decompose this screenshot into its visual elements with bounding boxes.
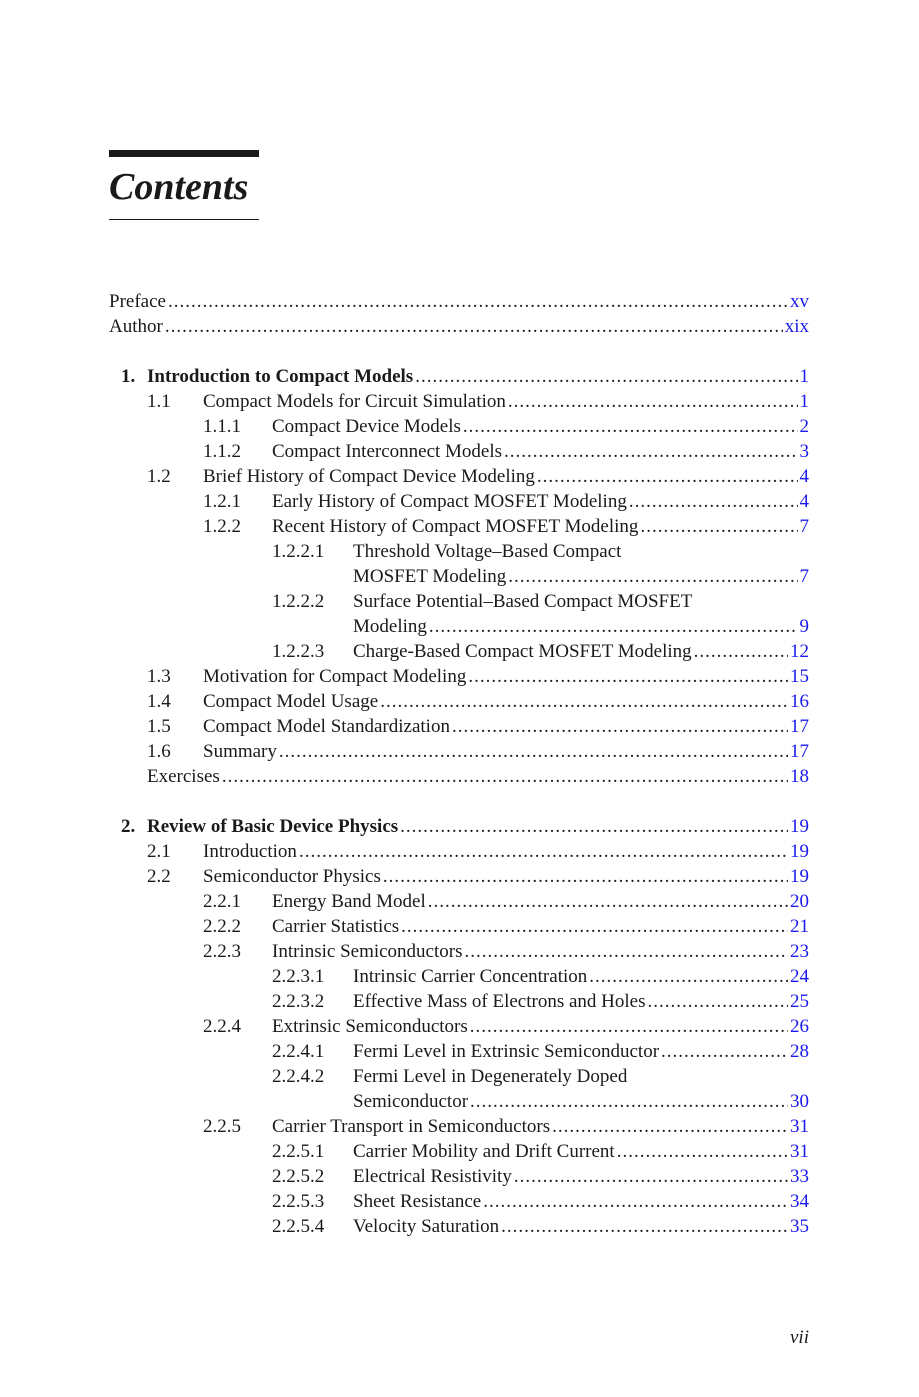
toc-entry-number: 2.2.5 [203, 1116, 241, 1137]
dot-leader [165, 314, 783, 339]
toc-entry[interactable] [109, 839, 809, 864]
toc-entry-number: 1.5 [147, 716, 171, 737]
dot-leader [383, 864, 788, 889]
toc-entry[interactable] [109, 539, 809, 564]
toc-entry[interactable] [109, 514, 809, 539]
toc-page-link[interactable]: 4 [799, 491, 809, 512]
dot-leader [168, 289, 788, 314]
toc-entry-title: Intrinsic Semiconductors [272, 941, 463, 962]
toc-page-link[interactable]: 15 [790, 666, 809, 687]
toc-entry-title: Effective Mass of Electrons and Holes [353, 991, 646, 1012]
toc-entry-number: 2. [121, 816, 136, 837]
toc-entry-number: 2.2.3 [203, 941, 241, 962]
toc-entry-title: Sheet Resistance [353, 1191, 482, 1212]
toc-entry[interactable] [109, 1214, 809, 1239]
toc-entry[interactable] [109, 764, 809, 789]
toc-page-link[interactable]: 34 [790, 1191, 809, 1212]
dot-leader [279, 739, 788, 764]
toc-page-link[interactable]: 30 [790, 1091, 809, 1112]
toc-entry-title: Carrier Statistics [272, 916, 400, 937]
toc-entry-title: Author [109, 316, 163, 337]
toc-entry[interactable] [109, 914, 809, 939]
toc-entry[interactable] [109, 1064, 809, 1089]
toc-entry-number: 2.2.5.4 [272, 1216, 325, 1237]
toc-entry-number: 1.6 [147, 741, 171, 762]
toc-entry-title: Introduction [203, 841, 297, 862]
toc-entry[interactable] [109, 989, 809, 1014]
toc-entry-title: Semiconductor [353, 1091, 469, 1112]
dot-leader [468, 664, 788, 689]
toc-entry-number: 1.4 [147, 691, 171, 712]
toc-page-link[interactable]: 16 [790, 691, 809, 712]
dot-leader [470, 1014, 788, 1039]
toc-entry-number: 1.2.1 [203, 491, 241, 512]
dot-leader [222, 764, 788, 789]
dot-leader [452, 714, 788, 739]
toc-entry-title: Intrinsic Carrier Concentration [353, 966, 588, 987]
toc-page-link[interactable]: 7 [799, 566, 809, 587]
toc-entry[interactable] [109, 964, 809, 989]
toc-entry[interactable] [109, 714, 809, 739]
toc-entry[interactable] [109, 889, 809, 914]
toc-page-link[interactable]: 3 [799, 441, 809, 462]
toc-entry-number: 2.2.3.2 [272, 991, 325, 1012]
toc-page-link[interactable]: 35 [790, 1216, 809, 1237]
toc-entry-number: 2.2.2 [203, 916, 241, 937]
toc-entry-number: 1.2.2.1 [272, 541, 325, 562]
toc-entry-title: Early History of Compact MOSFET Modeling [272, 491, 627, 512]
dot-leader [463, 414, 798, 439]
toc-entry[interactable] [109, 314, 809, 339]
toc-entry[interactable] [109, 489, 809, 514]
toc-page-link[interactable]: 12 [790, 641, 809, 662]
toc-page-link[interactable]: 25 [790, 991, 809, 1012]
toc-page-link[interactable]: 24 [790, 966, 809, 987]
dot-leader [401, 914, 788, 939]
toc-page-link[interactable]: 17 [790, 741, 809, 762]
toc-entry[interactable] [109, 664, 809, 689]
toc-entry-number: 1.2.2.3 [272, 641, 325, 662]
toc-page-link[interactable]: 7 [799, 516, 809, 537]
toc-page-link[interactable]: xv [790, 291, 809, 312]
toc-entry-title: Semiconductor Physics [203, 866, 381, 887]
toc-entry-title: Brief History of Compact Device Modeling [203, 466, 535, 487]
dot-leader [629, 489, 798, 514]
dot-leader [640, 514, 797, 539]
toc-page-link[interactable]: 19 [790, 841, 809, 862]
toc-page-link[interactable]: 1 [799, 366, 809, 387]
toc-entry-title: Surface Potential–Based Compact MOSFET [353, 591, 693, 612]
toc-entry[interactable] [109, 1164, 809, 1189]
dot-leader [380, 689, 788, 714]
toc-entry-title: Summary [203, 741, 277, 762]
toc-chapter-entry[interactable] [109, 364, 809, 389]
dot-leader [647, 989, 788, 1014]
toc-page-link[interactable]: 18 [790, 766, 809, 787]
page-folio: vii [790, 1327, 809, 1348]
toc-entry-title: Fermi Level in Extrinsic Semiconductor [353, 1041, 660, 1062]
toc-page-link[interactable]: 1 [799, 391, 809, 412]
toc-entry-title: Carrier Mobility and Drift Current [353, 1141, 615, 1162]
page-title: Contents [109, 166, 249, 208]
toc-entry[interactable] [109, 389, 809, 414]
dot-leader [617, 1139, 788, 1164]
toc-entry[interactable] [109, 439, 809, 464]
toc-entry-number: 2.2.5.3 [272, 1191, 325, 1212]
toc-entry-number: 2.1 [147, 841, 171, 862]
dot-leader [508, 564, 797, 589]
toc-page-link[interactable]: 4 [799, 466, 809, 487]
dot-leader [299, 839, 788, 864]
toc-page-link[interactable]: 9 [799, 616, 809, 637]
toc-entry-title: Fermi Level in Degenerately Doped [353, 1066, 628, 1087]
toc-entry[interactable] [109, 1039, 809, 1064]
toc-entry[interactable] [109, 1014, 809, 1039]
dot-leader [465, 939, 789, 964]
toc-page-link[interactable]: 17 [790, 716, 809, 737]
dot-leader [429, 614, 798, 639]
toc-entry-number: 2.2.4.2 [272, 1066, 325, 1087]
dot-leader [661, 1039, 788, 1064]
toc-entry-number: 2.2 [147, 866, 171, 887]
toc-page-link[interactable]: 23 [790, 941, 809, 962]
toc-entry[interactable] [109, 614, 809, 639]
toc-entry[interactable] [109, 689, 809, 714]
toc-entry-number: 2.2.4.1 [272, 1041, 325, 1062]
toc-page-link[interactable]: 28 [790, 1041, 809, 1062]
toc-entry[interactable] [109, 464, 809, 489]
toc-entry[interactable] [109, 1139, 809, 1164]
toc-entry-number: 1.1.1 [203, 416, 241, 437]
toc-entry-title: Velocity Saturation [353, 1216, 500, 1237]
toc-entry[interactable] [109, 414, 809, 439]
toc-page-link[interactable]: 2 [799, 416, 809, 437]
toc-page-link[interactable]: xix [784, 316, 809, 337]
toc-entry-title: Charge-Based Compact MOSFET Modeling [353, 641, 692, 662]
dot-leader [589, 964, 788, 989]
toc-entry-title: Energy Band Model [272, 891, 426, 912]
toc-entry-title: Carrier Transport in Semiconductors [272, 1116, 551, 1137]
dot-leader [504, 439, 797, 464]
dot-leader [537, 464, 798, 489]
toc-entry-number: 1. [121, 366, 136, 387]
toc-entry-number: 1.1.2 [203, 441, 241, 462]
toc-entry-title: Compact Device Models [272, 416, 461, 437]
toc-entry-title: MOSFET Modeling [353, 566, 507, 587]
toc-entry[interactable] [109, 289, 809, 314]
dot-leader [470, 1089, 788, 1114]
toc-entry-number: 2.2.5.1 [272, 1141, 325, 1162]
toc-entry[interactable] [109, 1189, 809, 1214]
toc-entry-title: Electrical Resistivity [353, 1166, 512, 1187]
toc-page-link[interactable]: 19 [790, 866, 809, 887]
toc-page-link[interactable]: 31 [790, 1116, 809, 1137]
dot-leader [400, 814, 788, 839]
toc-entry[interactable] [109, 564, 809, 589]
toc-entry[interactable] [109, 864, 809, 889]
toc-entry-number: 2.2.4 [203, 1016, 241, 1037]
toc-entry-title: Modeling [353, 616, 427, 637]
title-top-rule [109, 150, 259, 157]
toc-entry-number: 1.3 [147, 666, 171, 687]
dot-leader [428, 889, 788, 914]
toc-entry[interactable] [109, 589, 809, 614]
toc-entry-title: Compact Model Usage [203, 691, 379, 712]
dot-leader [694, 639, 788, 664]
toc-page-link[interactable]: 20 [790, 891, 809, 912]
dot-leader [514, 1164, 788, 1189]
toc-entry[interactable] [109, 1114, 809, 1139]
toc-page-link[interactable]: 26 [790, 1016, 809, 1037]
toc-page-link[interactable]: 31 [790, 1141, 809, 1162]
toc-entry-title: Threshold Voltage–Based Compact [353, 541, 622, 562]
toc-entry-title: Compact Models for Circuit Simulation [203, 391, 506, 412]
dot-leader [415, 364, 797, 389]
toc-entry-number: 2.2.5.2 [272, 1166, 325, 1187]
toc-entry-number: 1.2 [147, 466, 171, 487]
toc-entry-title: Preface [109, 291, 166, 312]
toc-entry-number: 1.1 [147, 391, 171, 412]
toc-entry[interactable] [109, 739, 809, 764]
toc-entry[interactable] [109, 939, 809, 964]
toc-entry-title: Compact Model Standardization [203, 716, 450, 737]
toc-entry-number: 2.2.1 [203, 891, 241, 912]
toc-page-link[interactable]: 21 [790, 916, 809, 937]
toc-entry-title: Recent History of Compact MOSFET Modeling [272, 516, 639, 537]
toc-page-link[interactable]: 19 [790, 816, 809, 837]
table-of-contents [109, 289, 809, 1239]
toc-entry-number: 1.2.2.2 [272, 591, 325, 612]
toc-chapter-entry[interactable] [109, 814, 809, 839]
dot-leader [508, 389, 798, 414]
toc-page-link[interactable]: 33 [790, 1166, 809, 1187]
toc-entry-title: Introduction to Compact Models [147, 366, 414, 387]
toc-entry[interactable] [109, 639, 809, 664]
toc-entry-title: Extrinsic Semiconductors [272, 1016, 468, 1037]
toc-entry-title: Review of Basic Device Physics [147, 816, 399, 837]
dot-leader [552, 1114, 788, 1139]
dot-leader [483, 1189, 788, 1214]
toc-entry-number: 2.2.3.1 [272, 966, 325, 987]
toc-entry-title: Motivation for Compact Modeling [203, 666, 467, 687]
dot-leader [501, 1214, 788, 1239]
toc-entry-title: Compact Interconnect Models [272, 441, 503, 462]
toc-entry-title: Exercises [147, 766, 220, 787]
toc-entry[interactable] [109, 1089, 809, 1114]
toc-entry-number: 1.2.2 [203, 516, 241, 537]
title-underline-rule [109, 219, 259, 220]
